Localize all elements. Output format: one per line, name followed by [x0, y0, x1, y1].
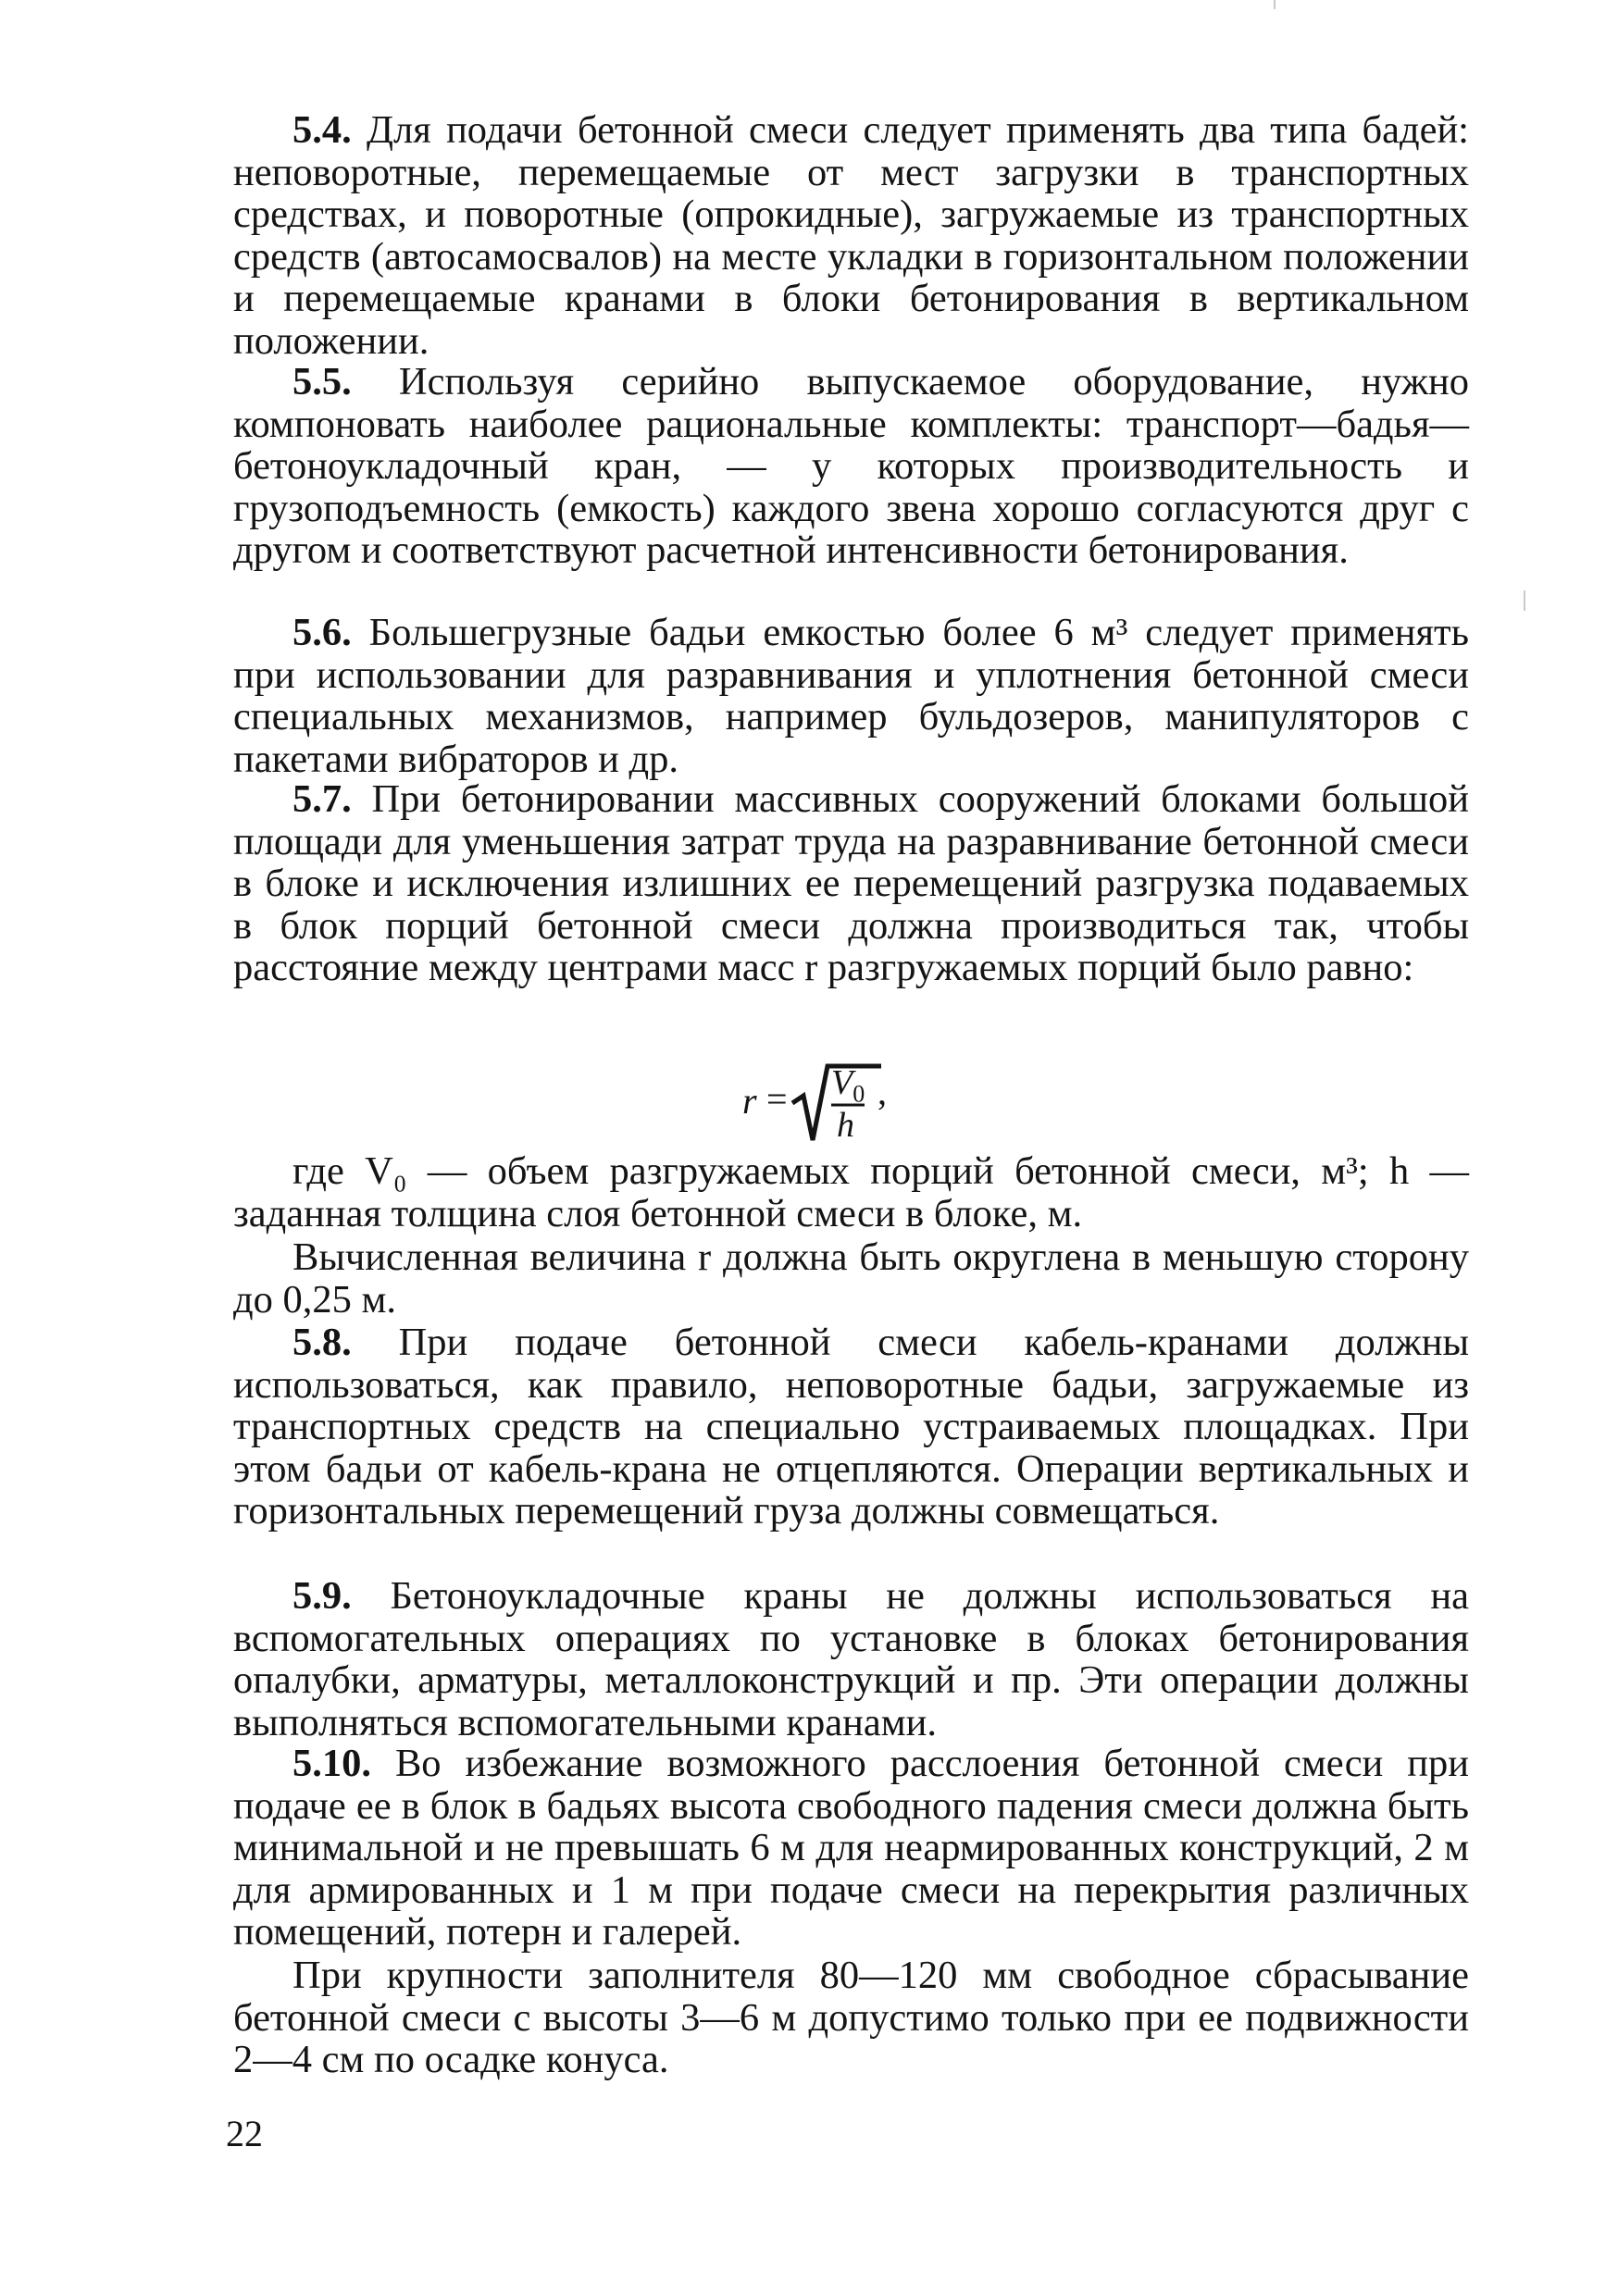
paragraph-where [233, 1150, 1469, 1235]
section-number: 5.7. [292, 777, 352, 821]
paragraph-text: Бетоноукладочные краны не должны использоваться на вспомогательных операциях по установке в блоках бетонирования опалубки, арматуры, металлоконструкций и пр. Эти операции должны выполняться вспомогательными кранами. [233, 1574, 1469, 1744]
paragraph-text: При подаче бетонной смеси кабель-кранами должны использоваться, как правило, неповоротные бадьи, загружаемые из транспортных средств на специально устраиваемых площадках. При этом бадьи от кабель-крана не отцепляются. Операции вертикальных и горизонтальных перемещений груза должны совмещаться. [233, 1321, 1469, 1533]
formula-comma: , [877, 1071, 887, 1112]
formula-equals: = [766, 1078, 788, 1120]
paragraph-text: где V₀ — объем разгружаемых порций бетонной смеси, м³; h — заданная толщина слоя бетонной смеси в блоке, м. [233, 1149, 1469, 1235]
paragraph-text: При крупности заполнителя 80—120 мм свободное сбрасывание бетонной смеси с высоты 3—6 м допустимо только при ее подвижности 2—4 см по осадке конуса. [233, 1954, 1469, 2081]
formula-lhs: r [742, 1080, 757, 1122]
paragraph-5-9 [233, 1575, 1469, 1744]
section-number: 5.6. [292, 611, 352, 654]
paragraph-computed-value [233, 1236, 1469, 1321]
paragraph-5-5 [233, 361, 1469, 572]
page-number: 22 [226, 2113, 263, 2154]
paragraph-text: Во избежание возможного расслоения бетонной смеси при подаче ее в блок в бадьях высота свободного падения смеси должна быть минимальной и не превышать 6 м для неармированных конструкций, 2 м для армированных и 1 м при подаче смеси на перекрытия различных помещений, потерн и галерей. [233, 1742, 1469, 1954]
formula-denominator: h [837, 1106, 854, 1145]
paragraph-5-10 [233, 1743, 1469, 1954]
paragraph-5-8 [233, 1322, 1469, 1533]
paragraph-text: При бетонировании массивных сооружений блоками большой площади для уменьшения затрат труда на разравнивание бетонной смеси в блоке и исключения излишних ее перемещений разгрузка подаваемых в блок порций бетонной смеси должна производиться так, чтобы расстояние между центрами масс r разгружаемых порций было равно: [233, 777, 1469, 989]
section-number: 5.9. [292, 1574, 352, 1618]
section-number: 5.10. [292, 1742, 371, 1785]
paragraph-5-4 [233, 109, 1469, 362]
formula-r [742, 1062, 1020, 1146]
paragraph-text: Используя серийно выпускаемое оборудование, нужно компоновать наиболее рациональные комплекты: транспорт—бадья—бетоноукладочный кран, — у которых производительность и грузоподъемность (емкость) каждого звена хорошо согласуются друг с другом и соответствуют расчетной интенсивности бетонирования. [233, 360, 1469, 572]
paragraph-aggregate [233, 1955, 1469, 2081]
paragraph-text: Большегрузные бадьи емкостью более 6 м³ следует применять при использовании для разравнивания и уплотнения бетонной смеси специальных механизмов, например бульдозеров, манипуляторов с пакетами вибраторов и др. [233, 611, 1469, 781]
paragraph-text: Вычисленная величина r должна быть округлена в меньшую сторону до 0,25 м. [233, 1235, 1469, 1322]
paragraph-5-7 [233, 778, 1469, 989]
formula-numerator: $V_0$ [831, 1063, 865, 1108]
paragraph-5-6 [233, 612, 1469, 780]
scan-mark [1524, 590, 1525, 611]
section-number: 5.8. [292, 1321, 352, 1364]
scan-mark [1274, 0, 1276, 9]
square-root-sign [742, 1062, 890, 1146]
section-number: 5.4. [292, 108, 352, 152]
section-number: 5.5. [292, 360, 352, 403]
paragraph-text: Для подачи бетонной смеси следует применять два типа бадей: неповоротные, перемещаемые от мест загрузки в транспортных средствах, и поворотные (опрокидные), загружаемые из транспортных средств (автосамосвалов) на месте укладки в горизонтальном положении и перемещаемые кранами в блоки бетонирования в вертикальном положении. [233, 108, 1469, 363]
